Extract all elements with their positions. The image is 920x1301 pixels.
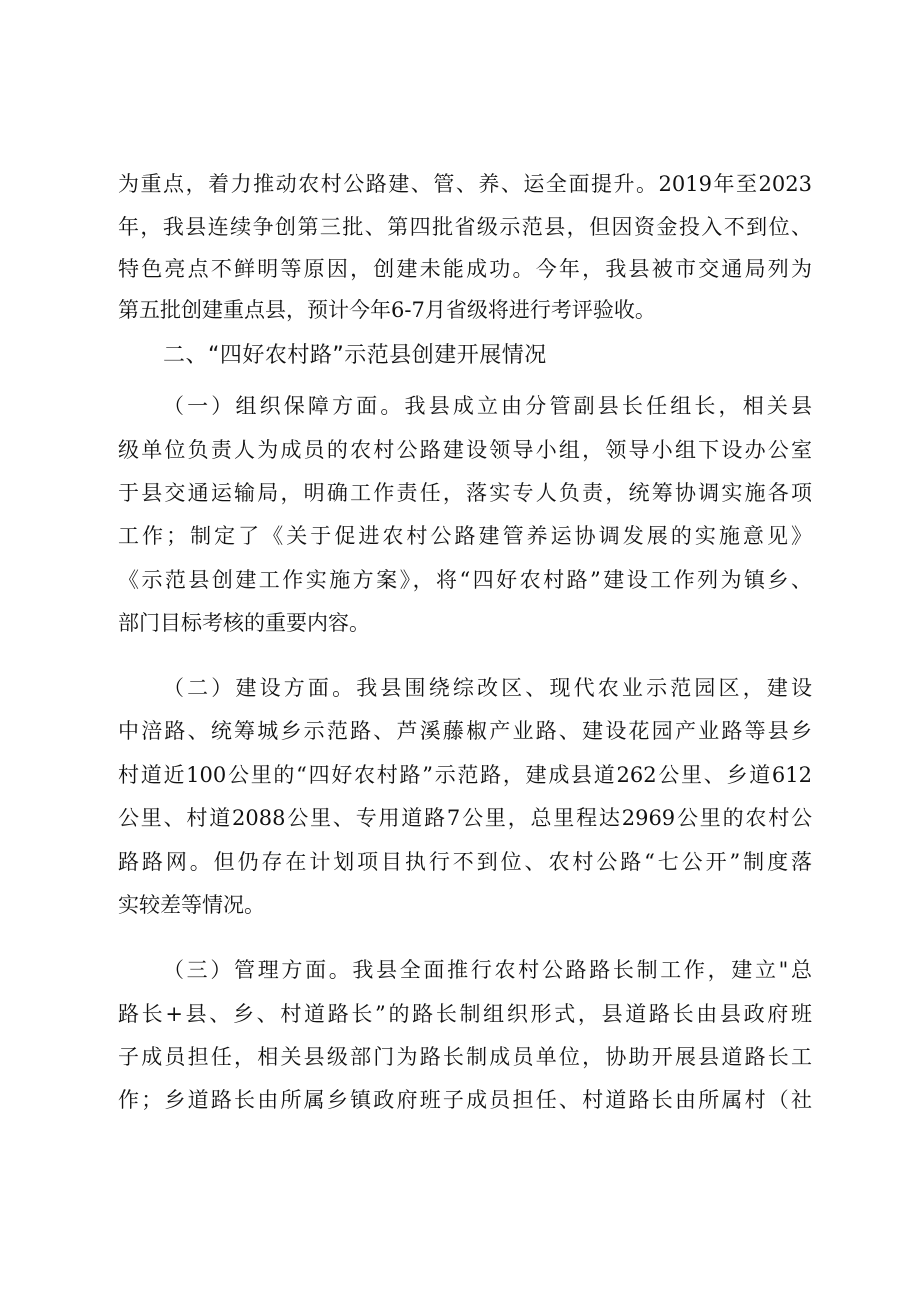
intro-line-1: 为重点，着力推动农村公路建、管、养、运全面提升。2019年至2023	[118, 172, 812, 196]
intro-line-4: 第五批创建重点县，预计今年6-7月省级将进行考评验收。	[118, 298, 656, 322]
paragraph-3-line-3: 子成员担任，相关县级部门为路长制成员单位，协助开展县道路长工	[118, 1045, 812, 1069]
paragraph-2-line-2: 中涪路、统筹城乡示范路、芦溪藤椒产业路、建设花园产业路等县乡	[118, 719, 812, 743]
paragraph-1-line-3: 于县交通运输局，明确工作责任，落实专人负责，统筹协调实施各项	[118, 481, 812, 505]
intro-line-3: 特色亮点不鲜明等原因，创建未能成功。今年，我县被市交通局列为	[118, 257, 812, 281]
paragraph-3-line-1: （三）管理方面。我县全面推行农村公路路长制工作，建立"总	[163, 958, 812, 982]
paragraph-1-line-5: 《示范县创建工作实施方案》，将“四好农村路”建设工作列为镇乡、	[118, 568, 812, 592]
paragraph-1-line-4: 工作；制定了《关于促进农村公路建管养运协调发展的实施意见》	[118, 524, 812, 548]
intro-line-2: 年，我县连续争创第三批、第四批省级示范县，但因资金投入不到位、	[118, 215, 812, 239]
section-heading: 二、“四好农村路”示范县创建开展情况	[163, 343, 547, 368]
paragraph-3-line-2: 路长+县、乡、村道路长”的路长制组织形式，县道路长由县政府班	[118, 1002, 812, 1026]
paragraph-2-line-1: （二）建设方面。我县围绕综改区、现代农业示范园区，建设	[163, 676, 812, 700]
paragraph-2-line-5: 路路网。但仍存在计划项目执行不到位、农村公路“七公开”制度落	[118, 850, 812, 874]
paragraph-2-line-3: 村道近100公里的“四好农村路”示范路，建成县道262公里、乡道612	[118, 763, 812, 787]
paragraph-1-line-2: 级单位负责人为成员的农村公路建设领导小组，领导小组下设办公室	[118, 438, 812, 462]
paragraph-2-line-6: 实较差等情况。	[118, 893, 265, 917]
paragraph-1-line-1: （一）组织保障方面。我县成立由分管副县长任组长，相关县	[163, 394, 812, 418]
paragraph-2-line-4: 公里、村道2088公里、专用道路7公里，总里程达2969公里的农村公	[118, 806, 812, 830]
paragraph-1-line-6: 部门目标考核的重要内容。	[118, 611, 370, 635]
paragraph-3-line-4: 作；乡道路长由所属乡镇政府班子成员担任、村道路长由所属村（社	[118, 1088, 812, 1112]
